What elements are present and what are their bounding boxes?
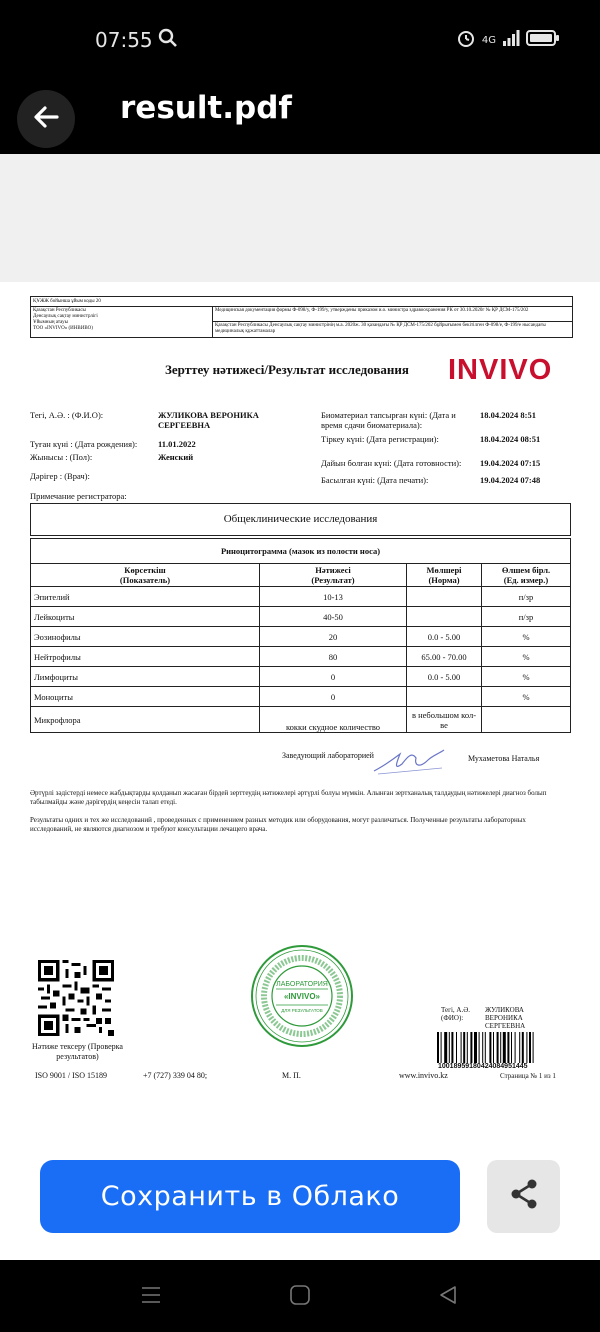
org-line: ТОО «INVIVO» (ИНВИВО) xyxy=(33,326,93,331)
dob-label: Туған күні : (Дата рождения): xyxy=(30,439,138,449)
dob-value: 11.01.2022 xyxy=(158,439,196,449)
patient-name: ЖУЛИКОВА ВЕРОНИКА СЕРГЕЕВНА xyxy=(158,410,259,430)
ready-value: 19.04.2024 07:15 xyxy=(480,458,541,468)
barcode-icon xyxy=(436,1032,573,1063)
head-of-lab-label: Заведующий лабораторией xyxy=(282,751,374,760)
head-of-lab-name: Мухаметова Наталья xyxy=(468,754,540,763)
reg-value: 18.04.2024 08:51 xyxy=(480,434,541,444)
page-number: Страница № 1 из 1 xyxy=(500,1072,556,1080)
org-code: ҚҰЖЖ бойынша ұйым коды 20 xyxy=(31,297,572,307)
col-unit: Өлшем бірл. (Ед. измер.) xyxy=(482,564,571,587)
col-result: Нәтижесі (Результат) xyxy=(260,564,407,587)
reg-label: Тіркеу күні: (Дата регистрации): xyxy=(321,434,439,444)
status-time: 07:55 xyxy=(95,28,153,52)
col-indicator: Көрсеткіш (Показатель) xyxy=(31,564,260,587)
share-icon xyxy=(507,1177,541,1216)
svg-text:ЛАБОРАТОРИЯ: ЛАБОРАТОРИЯ xyxy=(276,981,328,988)
qr-code-icon[interactable] xyxy=(38,960,114,1036)
form-note-kz: Қазақстан Республикасы Денсаулық сақтау министрінің м.а. 2020ж. 30 қазандағы № ҚР ДСМ-175/202 бұйрығымен бекітілген Ф-098/е, Ф-199/е нысандағы медициналық құжаттамалар xyxy=(215,323,546,334)
app-bar xyxy=(0,62,600,154)
table-row: Эозинофилы 20 0.0 - 5.00 % xyxy=(31,627,571,647)
pdf-page xyxy=(0,282,600,1130)
signature-icon xyxy=(372,746,448,781)
results-table xyxy=(30,538,571,733)
print-label: Басылған күні: (Дата печати): xyxy=(321,475,429,485)
menu-icon[interactable] xyxy=(140,1284,162,1311)
result-title: Зерттеу нәтижесі/Результат исследования xyxy=(165,362,409,377)
invivo-logo: INVIVO xyxy=(448,354,553,386)
status-icons xyxy=(456,28,560,53)
lab-stamp-icon xyxy=(250,944,354,1048)
document-header-box xyxy=(30,296,573,338)
back-button[interactable] xyxy=(17,90,75,148)
system-nav-bar xyxy=(0,1260,600,1332)
pdf-viewer[interactable] xyxy=(0,154,600,1130)
form-note-ru: Медицинская документация формы Ф-098/у, Ф-199/у, утверждены приказом и.о. министра здравоохранения РК от 30.10.2020г № ҚР ДСМ-175/202 xyxy=(213,307,572,322)
org-line: Қазақстан Республикасы xyxy=(33,308,86,313)
battery-icon xyxy=(526,29,560,52)
arrow-left-icon xyxy=(31,102,61,137)
sex-value: Женский xyxy=(158,452,194,462)
share-button[interactable] xyxy=(487,1160,560,1233)
network-type: 4G xyxy=(481,35,496,46)
svg-text:ДЛЯ РЕЗУЛЬТАТОВ: ДЛЯ РЕЗУЛЬТАТОВ xyxy=(281,1008,323,1013)
org-info xyxy=(31,307,213,337)
doctor-label: Дәрігер : (Врач): xyxy=(30,471,90,481)
back-nav-icon[interactable] xyxy=(437,1284,459,1311)
section-title: Общеклинические исследования xyxy=(30,503,571,536)
footer-name-value: ЖУЛИКОВА ВЕРОНИКА СЕРГЕЕВНА xyxy=(485,1006,526,1030)
svg-text:«INVIVO»: «INVIVO» xyxy=(283,992,321,1001)
table-row: Эпителий 10-13 п/зр xyxy=(31,587,571,607)
disclaimer-ru: Результаты одних и тех же исследований , проведенных с применением разных методик или оборудования, могут различаться. Полученные результаты лабораторных исследований, не являются диагнозом и требуют консультации лечащего врача. xyxy=(30,816,526,833)
disclaimer-kz: Әртүрлі зәдістерді немесе жабдықтарды қолданып жасаған бірдей зерттеудің нәтижелері әртүрлі болуы мүмкін. Алынған зертханалық талдаудың нәтижелері диагноз болып табылмайды және дәрігердің кеңесін талап етеді. xyxy=(30,789,547,806)
phone-label: +7 (727) 339 04 80; xyxy=(143,1071,208,1080)
signal-icon xyxy=(502,29,520,52)
save-to-cloud-button[interactable]: Сохранить в Облако xyxy=(40,1160,460,1233)
action-bar xyxy=(0,1130,600,1260)
home-icon[interactable] xyxy=(289,1284,311,1311)
org-line: Денсаулық сақтау министрлігі xyxy=(33,314,98,319)
print-value: 19.04.2024 07:48 xyxy=(480,475,541,485)
registrar-remark: Примечание регистратора: xyxy=(30,491,127,501)
col-norm: Мөлшері (Норма) xyxy=(407,564,482,587)
table-row: Нейтрофилы 80 65.00 - 70.00 % xyxy=(31,647,571,667)
sex-label: Жынысы : (Пол): xyxy=(30,452,93,462)
footer-name-label: Тегі, А.Ә. (ФИО): xyxy=(441,1006,471,1022)
iso-label: ISO 9001 / ISO 15189 xyxy=(35,1071,108,1080)
name-label: Тегі, А.Ә. : (Ф.И.О): xyxy=(30,410,104,420)
table-row: Лимфоциты 0 0.0 - 5.00 % xyxy=(31,667,571,687)
table-caption: Риноцитограмма (мазок из полости носа) xyxy=(31,539,571,564)
ready-label: Дайын болған күні: (Дата готовности): xyxy=(321,458,462,468)
site-link[interactable]: www.invivo.kz xyxy=(399,1071,448,1080)
org-line: Ұйымның атауы xyxy=(33,320,68,325)
table-row: Лейкоциты 40-50 п/зр xyxy=(31,607,571,627)
table-row: Моноциты 0 % xyxy=(31,687,571,707)
bio-value: 18.04.2024 8:51 xyxy=(480,410,536,420)
page-title: result.pdf xyxy=(120,90,292,126)
barcode-number: 10018959180424084951445 xyxy=(438,1063,528,1070)
bio-label: Биоматериал тапсырған күні: (Дата и время сдачи биоматериала): xyxy=(321,410,456,430)
status-bar xyxy=(0,0,600,62)
alarm-icon xyxy=(456,28,476,53)
qr-caption: Нәтиже тексеру (Проверка результатов) xyxy=(32,1042,123,1061)
search-icon xyxy=(158,28,178,53)
table-row: Микрофлора кокки скудное количество в небольшом кол-ве xyxy=(31,707,571,733)
mp-label: М. П. xyxy=(282,1071,301,1080)
